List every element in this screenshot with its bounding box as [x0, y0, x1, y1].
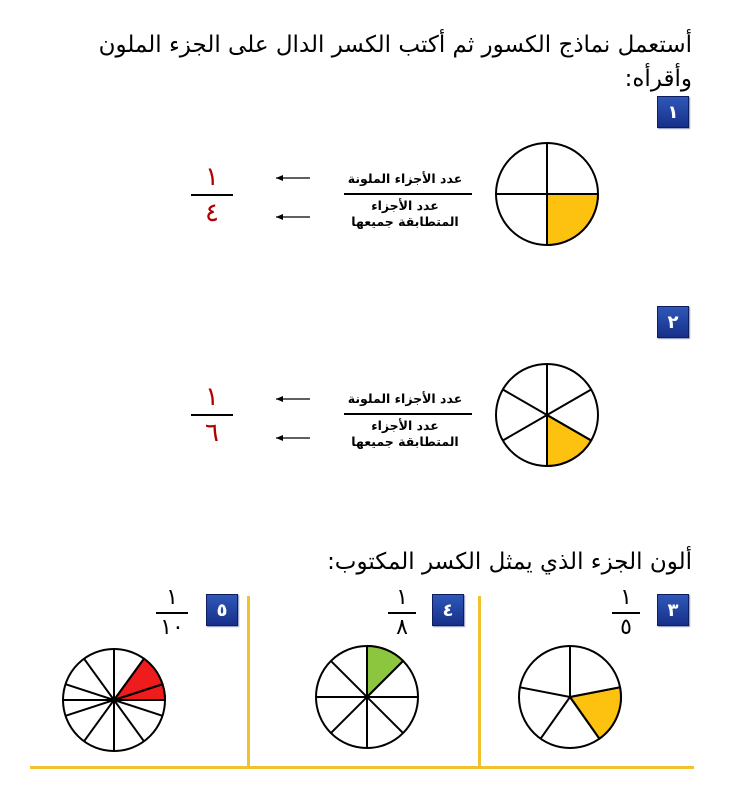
section-2-fraction-denominator: ٦ [205, 418, 219, 448]
section-1-circle [492, 139, 602, 249]
exercise-5-denominator: ١٠ [160, 615, 184, 640]
bottom-baseline [30, 766, 694, 769]
exercise-3-numerator: ١ [620, 585, 632, 610]
section-2-fraction [187, 382, 237, 448]
section-1-fraction [187, 162, 237, 228]
section-2-denominator-label-line-2: المتطابقة جميعها [351, 434, 459, 449]
section-1-colored-part [547, 194, 598, 245]
vertical-divider-right [478, 596, 481, 768]
section-2-arrows [272, 391, 322, 441]
instruction-line-1: أستعمل نماذج الكسور ثم أكتب الكسر الدال على الجزء الملون [98, 32, 692, 58]
exercise-5-numerator: ١ [166, 585, 178, 610]
arrow-1a-head [276, 175, 283, 181]
section-1-fraction-denominator: ٤ [205, 198, 219, 228]
section-2-circle [492, 360, 602, 470]
exercise-4-number-badge: ٤ [432, 594, 464, 626]
exercise-5-number-badge: ٥ [206, 594, 238, 626]
exercise-4-circle [312, 642, 422, 752]
section-2-denominator-label-line-1: عدد الأجزاء [371, 418, 439, 433]
section-1-denominator-label-line-1: عدد الأجزاء [371, 198, 439, 213]
section-1-denominator-label-line-2: المتطابقة جميعها [351, 214, 459, 229]
instruction-line-2: وأقرأه: [624, 66, 692, 92]
section-2-label-bar [344, 413, 472, 415]
section-1-number-badge: ١ [657, 96, 689, 128]
exercise-4-fraction-bar [388, 612, 416, 614]
section-1-fraction-bar [191, 194, 233, 196]
exercise-5-fraction-bar [156, 612, 188, 614]
arrow-1b-head [276, 214, 283, 220]
section-2-number-badge: ٢ [657, 306, 689, 338]
exercise-4-denominator: ٨ [396, 615, 408, 640]
color-instruction: ألون الجزء الذي يمثل الكسر المكتوب: [327, 549, 692, 575]
exercise-5-fraction [152, 586, 192, 640]
section-1-label-bar [344, 193, 472, 195]
exercise-4-numerator: ١ [396, 585, 408, 610]
exercise-5-circle [59, 645, 169, 755]
exercise-3-fraction [608, 586, 644, 640]
arrow-2b-head [276, 435, 283, 441]
section-1-numerator-label: عدد الأجزاء الملونة [347, 171, 463, 186]
section-2-numerator-label: عدد الأجزاء الملونة [347, 391, 463, 406]
section-2-fraction-numerator: ١ [205, 382, 219, 412]
exercise-4-fraction [384, 586, 420, 640]
section-2-fraction-bar [191, 414, 233, 416]
exercise-3-denominator: ٥ [620, 615, 632, 640]
vertical-divider-left [247, 596, 250, 768]
section-2-denominator-label [340, 418, 470, 450]
instruction-heading [12, 28, 692, 96]
exercise-3-number-badge: ٣ [657, 594, 689, 626]
arrow-2a-head [276, 396, 283, 402]
section-1-denominator-label [340, 198, 470, 230]
section-1-fraction-numerator: ١ [205, 162, 219, 192]
section-1-arrows [272, 170, 322, 220]
exercise-3-fraction-bar [612, 612, 640, 614]
exercise-3-circle [515, 642, 625, 752]
